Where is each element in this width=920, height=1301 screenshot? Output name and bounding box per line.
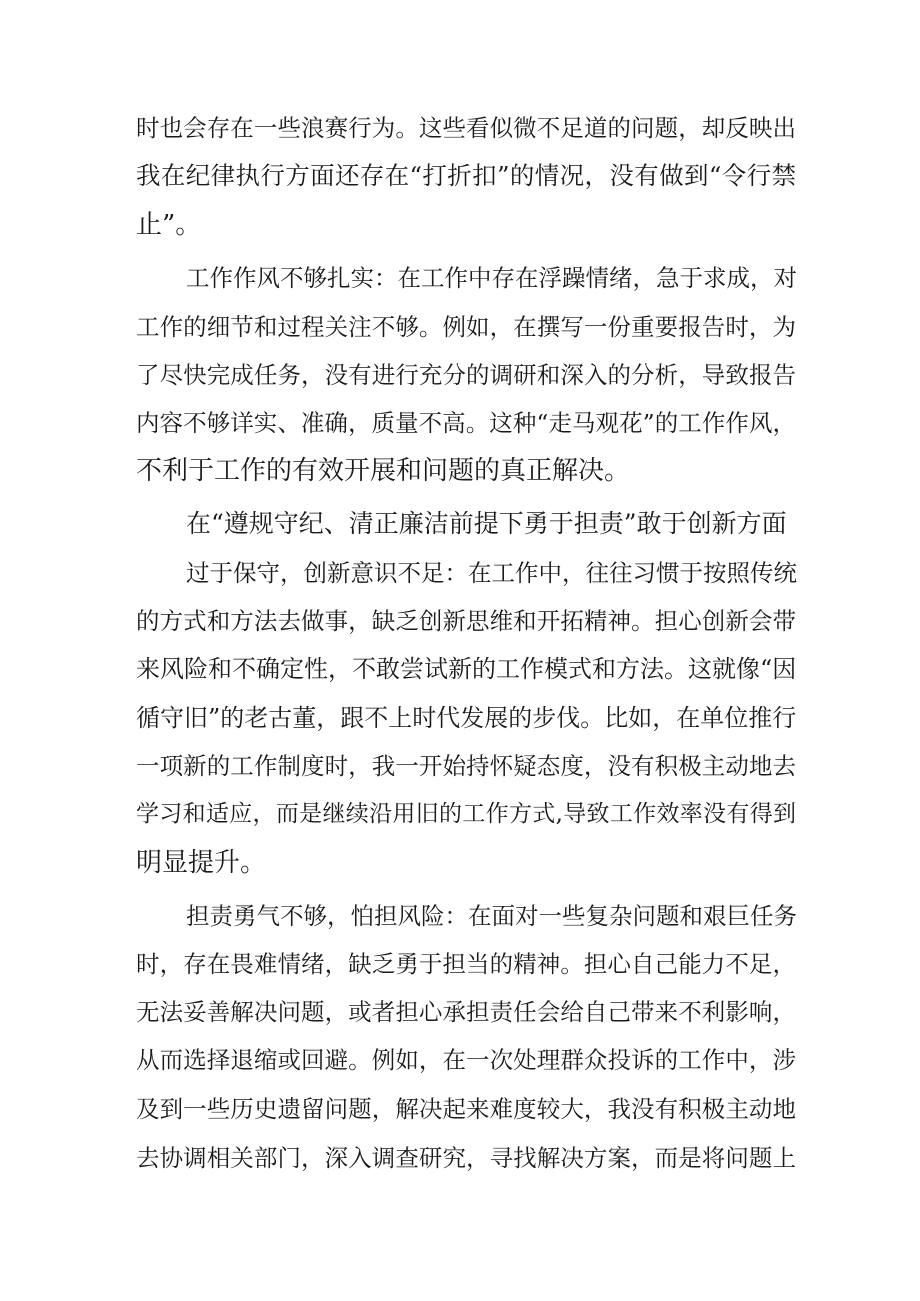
text-line-1: 时也会存在一些浪赛行为。这些看似微不足道的问题，却反映出 — [136, 114, 796, 142]
text-line-12: 来风险和不确定性，不敢尝试新的工作模式和方法。这就像“因 — [136, 655, 797, 683]
text-line-4: 工作作风不够扎实：在工作中存在浮躁情绪，急于求成，对 — [186, 264, 797, 292]
text-line-13: 循守旧”的老古董，跟不上时代发展的步伐。比如，在单位推行 — [136, 704, 797, 732]
text-line-18: 时，存在畏难情绪，缺乏勇于担当的精神。担心自己能力不足， — [136, 950, 796, 978]
text-line-14: 一项新的工作制度时，我一开始持怀疑态度，没有积极主动地去 — [136, 752, 796, 780]
text-line-21: 及到一些历史遗留问题，解决起来难度较大，我没有积极主动地 — [136, 1095, 796, 1123]
text-line-8: 不利于工作的有效开展和问题的真正解决。 — [136, 456, 631, 486]
text-line-7: 内容不够详实、准确，质量不高。这种“走马观花”的工作作风， — [136, 409, 796, 437]
text-line-10: 过于保守，创新意识不足：在工作中，往往习惯于按照传统 — [186, 559, 797, 587]
text-line-19: 无法妥善解决问题，或者担心承担责任会给自己带来不利影响， — [136, 998, 796, 1026]
text-line-16: 明显提升。 — [136, 848, 267, 878]
text-line-22: 去协调相关部门，深入调查研究，寻找解决方案，而是将问题上 — [136, 1144, 796, 1172]
text-line-11: 的方式和方法去做事，缺乏创新思维和开拓精神。担心创新会带 — [136, 607, 796, 635]
text-line-5: 工作的细节和过程关注不够。例如，在撰写一份重要报告时，为 — [136, 313, 796, 341]
text-line-17: 担责勇气不够，怕担风险：在面对一些复杂问题和艰巨任务 — [186, 902, 797, 930]
text-line-6: 了尽快完成任务，没有进行充分的调研和深入的分析，导致报告 — [136, 361, 796, 389]
text-line-9: 在“遵规守纪、清正廉洁前提下勇于担责”敢于创新方面 — [186, 509, 787, 538]
text-line-3: 止”。 — [136, 210, 202, 240]
text-line-20: 从而选择退缩或回避。例如，在一次处理群众投诉的工作中，涉 — [136, 1046, 796, 1074]
text-line-2: 我在纪律执行方面还存在“打折扣”的情况，没有做到“令行禁 — [136, 161, 796, 190]
text-line-15: 学习和适应，而是继续沿用旧的工作方式,导致工作效率没有得到 — [136, 801, 796, 827]
